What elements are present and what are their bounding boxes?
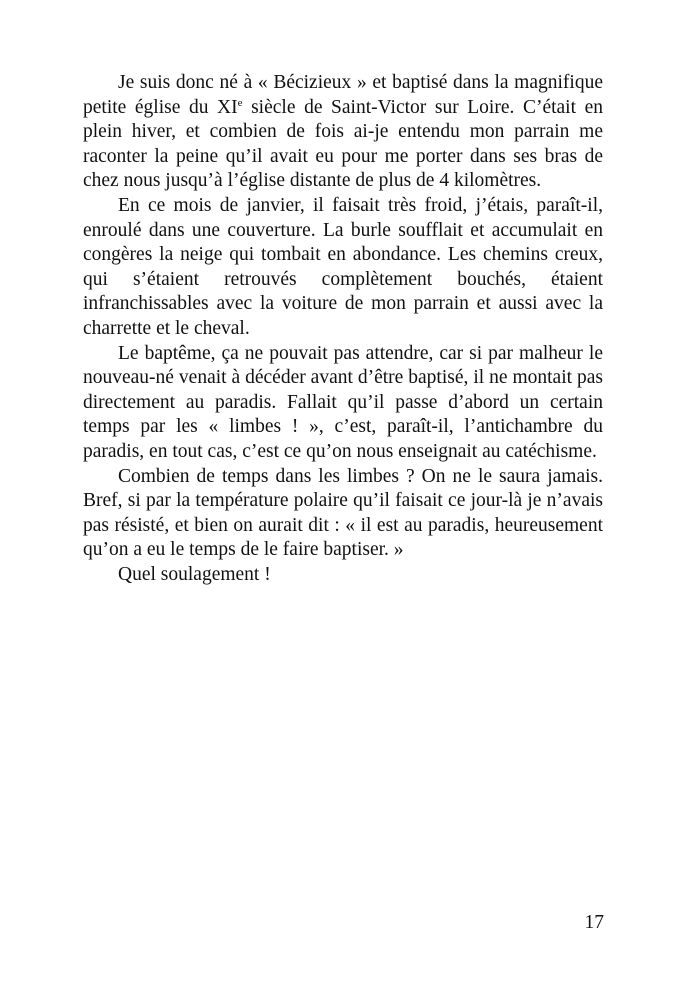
paragraph-1-text-after: siècle de Saint-Victor sur Loire. C’était en plein hiver, et combien de fois ai-je entendu mon parrain me raconter la peine qu’il avait eu pour me porter dans ses bras de chez nous jusqu’à l’église distante de plus de 4 kilomètres. bbox=[83, 96, 604, 192]
body-text bbox=[83, 71, 603, 587]
paragraph-5: Quel soulagement ! bbox=[118, 563, 271, 585]
paragraph-2: En ce mois de janvier, il faisait très froid, j’étais, paraît-il, enroulé dans une couverture. La burle soufflait et accumulait en congères la neige qui tombait en abondance. Les chemins creux, qui s’étaient retrouvés complètement bouchés, étaient infranchissables avec la voiture de mon parrain et aussi avec la charrette et le cheval. bbox=[83, 194, 603, 339]
paragraph-4: Combien de temps dans les limbes ? On ne le saura jamais. Bref, si par la température polaire qu’il faisait ce jour-là je n’avais pas résisté, et bien on aurait dit : « il est au paradis, heureusement qu’on a eu le temps de le faire baptiser. » bbox=[83, 465, 603, 561]
century-superscript: e bbox=[237, 96, 243, 109]
paragraph-1-text-before: Je suis donc né à « Bécizieux » et baptisé dans la magnifique petite église du XI bbox=[83, 72, 603, 118]
paragraph-1 bbox=[83, 71, 603, 194]
page-number: 17 bbox=[584, 912, 604, 933]
paragraph-3: Le baptême, ça ne pouvait pas attendre, car si par malheur le nouveau-né venait à décéder avant d’être baptisé, il ne montait pas directement au paradis. Fallait qu’il passe d’abord un certain temps par les « limbes ! », c’est, paraît-il, l’antichambre du paradis, en tout cas, c’est ce qu’on nous enseignait au catéchisme. bbox=[83, 342, 603, 462]
